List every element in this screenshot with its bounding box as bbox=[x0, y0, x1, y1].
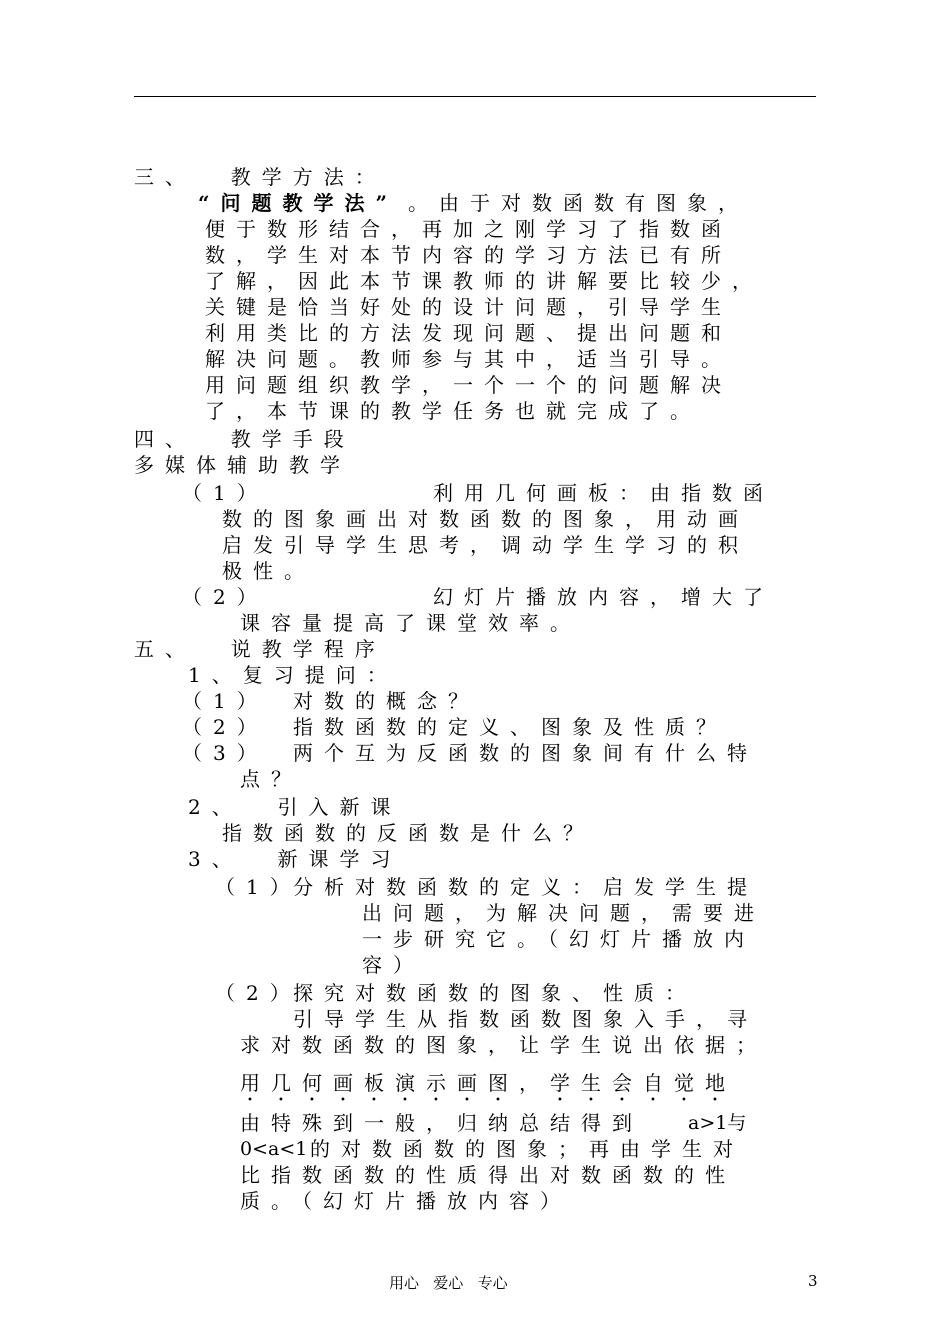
text-line: 分析对数函数的定义：启发学生提 bbox=[293, 875, 758, 899]
item-number: （1） bbox=[182, 689, 268, 713]
text-line: 关键是恰当好处的设计问题，引导学生 bbox=[205, 295, 732, 319]
text-line: 便于数形结合，再加之刚学习了指数函 bbox=[205, 217, 732, 241]
text-line: 的对数函数的图象；再由学生对 bbox=[310, 1137, 744, 1161]
text-line: 点？ bbox=[240, 767, 302, 791]
subsection-heading: 2、 引入新课 bbox=[188, 795, 402, 819]
section-5-heading: 五、 说教学程序 bbox=[134, 637, 386, 661]
text-line: 指数函数的定义、图象及性质？ bbox=[293, 715, 727, 739]
text-line: 利用类比的方法发现问题、提出问题和 bbox=[205, 321, 732, 345]
method-name: “问题教学法” bbox=[198, 191, 399, 215]
item-number: （2） bbox=[182, 585, 268, 609]
text-line: 了解，因此本节课教师的讲解要比较少， bbox=[205, 269, 763, 293]
text-line: 数的图象画出对数函数的图象，用动画 bbox=[222, 507, 749, 531]
section-4-heading: 四、 教学手段 bbox=[134, 427, 355, 451]
item-number: （2） bbox=[182, 715, 268, 739]
text-line: 对数的概念？ bbox=[293, 689, 479, 713]
text-line: 出问题，为解决问题，需要进 bbox=[362, 901, 765, 925]
header-rule bbox=[134, 96, 816, 97]
item-number: （1） bbox=[182, 481, 268, 505]
text-line: 多媒体辅助教学 bbox=[134, 453, 351, 477]
text-line: 质。（幻灯片播放内容） bbox=[240, 1189, 571, 1213]
page-number: 3 bbox=[808, 1272, 818, 1290]
item-number: （1） bbox=[215, 875, 301, 899]
text-line: 引导学生从指数函数图象入手，寻 bbox=[293, 1007, 758, 1031]
text-line: 利用几何画板：由指数函 bbox=[433, 481, 774, 505]
text-line: 极性。 bbox=[222, 559, 315, 583]
text-line: 用问题组织教学，一个一个的问题解决 bbox=[205, 373, 732, 397]
text-line: 幻灯片播放内容，增大了 bbox=[433, 585, 774, 609]
text-line: 数，学生对本节内容的学习方法已有所 bbox=[205, 243, 732, 267]
subsection-heading: 3、 新课学习 bbox=[188, 847, 402, 871]
text-line: 求对数函数的图象，让学生说出依据； bbox=[240, 1033, 767, 1057]
item-number: （3） bbox=[182, 741, 268, 765]
text-line: 启发引导学生思考，调动学生学习的积 bbox=[222, 533, 749, 557]
text-line: 指数函数的反函数是什么？ bbox=[222, 821, 594, 845]
text-line: 由特殊到一般，归纳总结得到 bbox=[240, 1111, 643, 1135]
text-line: 课容量提高了课堂效率。 bbox=[240, 611, 581, 635]
text-line: 容） bbox=[362, 953, 424, 977]
text-line: 0<a<1 bbox=[240, 1138, 308, 1160]
text-line: 了，本节课的教学任务也就完成了。 bbox=[205, 399, 701, 423]
text-line: 一步研究它。（幻灯片播放内 bbox=[362, 927, 755, 951]
text-line: 两个互为反函数的图象间有什么特 bbox=[293, 741, 758, 765]
text-line: 比指数函数的性质得出对数函数的性 bbox=[240, 1163, 736, 1187]
subsection-heading: 1、复习提问： bbox=[188, 663, 398, 687]
text-line: 探究对数函数的图象、性质： bbox=[293, 981, 696, 1005]
text-line: 。由于对数函数有图象， bbox=[408, 191, 749, 215]
emphasized-text-line: 用几何画板演示画图，学生会自觉地 bbox=[240, 1071, 736, 1095]
text-line: 解决问题。教师参与其中，适当引导。 bbox=[205, 347, 732, 371]
section-3-heading: 三、 教学方法： bbox=[134, 165, 386, 189]
item-number: （2） bbox=[215, 981, 301, 1005]
text-line: a>1与 bbox=[688, 1112, 747, 1134]
page-footer: 用心 爱心 专心 bbox=[389, 1274, 508, 1292]
